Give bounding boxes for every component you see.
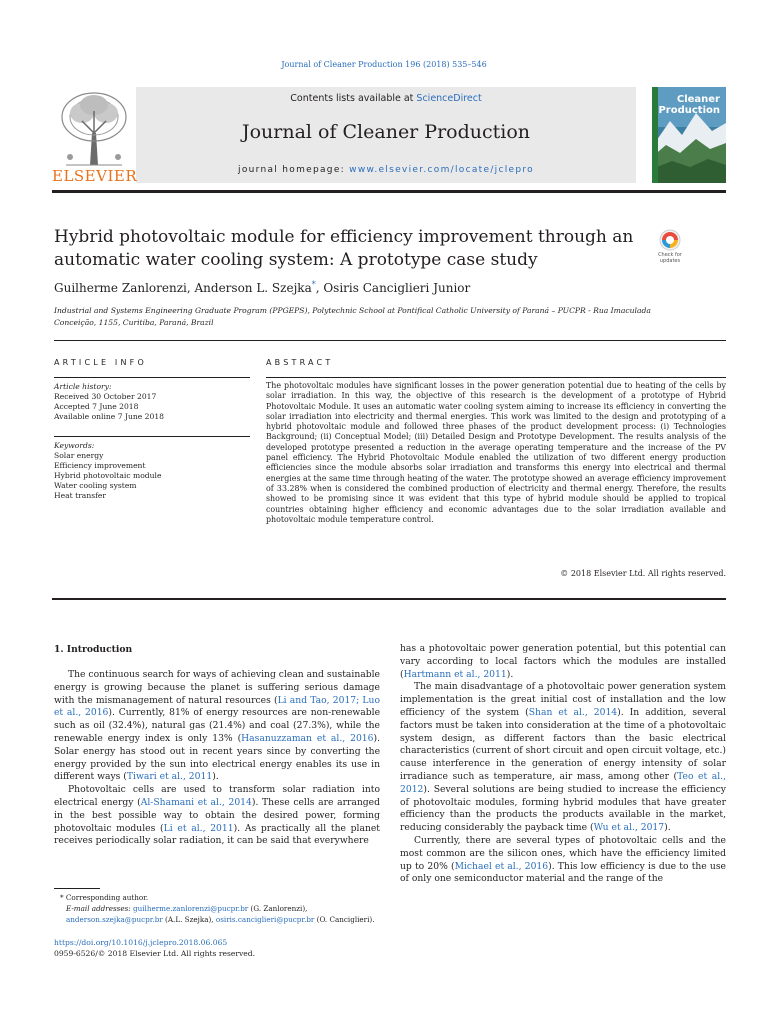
keyword-item: Efficiency improvement bbox=[54, 461, 146, 470]
check-for-updates-icon bbox=[652, 229, 688, 253]
citation-link[interactable]: Tiwari et al., 2011 bbox=[126, 771, 213, 783]
badge-label-line-2: updates bbox=[659, 258, 681, 264]
paragraph bbox=[54, 669, 380, 784]
cover-title-line-2: Production bbox=[658, 105, 720, 116]
paragraph-text: Photovoltaic cells are used to transform solar radiation into electrical energy ( bbox=[54, 784, 380, 808]
publisher-wordmark: ELSEVIER bbox=[52, 167, 138, 185]
article-title bbox=[54, 226, 654, 272]
paragraph-text: ). In addition, several factors must be taken into consideration at the time of a photovoltaic system design, as different factors than the basic electrical characteristics (current of short circuit and open circuit voltage, etc.) cause interference in the generation of energy intensity of solar irradiance such as temperature, air mass, among other ( bbox=[400, 706, 727, 782]
paragraph-text: ). This low efficiency is due to the use of only one semiconductor material and the range of the bbox=[400, 860, 726, 885]
doi-link[interactable]: https://doi.org/10.1016/j.jclepro.2018.06.065 bbox=[54, 938, 228, 947]
paragraph bbox=[54, 784, 380, 848]
badge-label-line-1: Check for bbox=[658, 252, 682, 258]
title-block-rule bbox=[54, 340, 726, 341]
footnote-rule bbox=[54, 888, 100, 889]
affiliation-line-2: Conceição, 1155, Curitiba, Paraná, Brazil bbox=[54, 318, 214, 327]
author-list bbox=[54, 280, 470, 295]
sciencedirect-link[interactable]: ScienceDirect bbox=[416, 93, 482, 104]
keyword-item: Water cooling system bbox=[54, 481, 137, 490]
check-for-updates-badge[interactable] bbox=[652, 229, 688, 269]
journal-cover-image[interactable] bbox=[652, 87, 726, 183]
paragraph-text: Currently, there are several types of photovoltaic cells and the most common are the silicon ones, which have the efficiency limited up to 20% ( bbox=[400, 834, 726, 872]
keyword-item: Solar energy bbox=[54, 451, 104, 460]
paragraph-text: ). These cells are arranged in the best possible way to obtain the desired power, forming photovoltaic modules ( bbox=[54, 796, 380, 834]
elsevier-logo[interactable] bbox=[52, 87, 136, 183]
citation-link[interactable]: Hartmann et al., 2011 bbox=[403, 668, 507, 680]
contents-prefix: Contents lists available at bbox=[290, 93, 417, 104]
article-history bbox=[54, 382, 250, 422]
abstract-heading: ABSTRACT bbox=[266, 358, 334, 367]
paragraph-text: ). As practically all the planet receives periodically solar radiation, it can be said that everywhere bbox=[54, 822, 380, 847]
affiliation-line-1: Industrial and Systems Engineering Graduate Program (PPGEPS), Polytechnic School at Pontifical Catholic University of Paraná – PUCPR - Rua Imaculada bbox=[54, 306, 651, 315]
paragraph-text: ). Several solutions are being studied to increase the efficiency of photovoltaic modules, forming hybrid modules that have greater efficiency than the products the products available in the market, reducing considerably the payback time ( bbox=[400, 783, 726, 834]
email-owner: (G. Zanlorenzi), bbox=[248, 904, 308, 913]
corresponding-author-mark[interactable]: * bbox=[311, 280, 316, 289]
paragraph bbox=[400, 643, 726, 681]
authors-rest: , Osiris Canciglieri Junior bbox=[315, 281, 471, 295]
email-link[interactable]: osiris.canciglieri@pucpr.br bbox=[215, 915, 315, 924]
article-title-line-2: automatic water cooling system: A prototype case study bbox=[54, 250, 538, 270]
body-left-column bbox=[54, 669, 380, 848]
footnote bbox=[54, 892, 380, 925]
history-accepted: Accepted 7 June 2018 bbox=[54, 402, 139, 411]
paragraph-text: ). Solar energy has stood out in recent years since by converting the energy provided by the sun into electrical energy enables its use in different ways ( bbox=[54, 732, 381, 783]
paragraph bbox=[400, 835, 726, 886]
issn-copyright: 0959-6526/© 2018 Elsevier Ltd. All rights reserved. bbox=[54, 949, 256, 958]
abstract-bottom-rule bbox=[52, 598, 726, 600]
paragraph-text: The continuous search for ways of achieving clean and sustainable energy is growing because the planet is suffering serious damage with the mismanagement of natural resources ( bbox=[54, 669, 380, 706]
email-addresses bbox=[54, 903, 380, 925]
keywords-rule bbox=[54, 436, 250, 437]
citation-link[interactable]: Al-Shamani et al., 2014 bbox=[140, 796, 252, 808]
article-history-label: Article history: bbox=[54, 382, 112, 391]
citation-link[interactable]: Hasanuzzaman et al., 2016 bbox=[241, 732, 374, 744]
article-info-rule bbox=[54, 377, 250, 378]
abstract-text: The photovoltaic modules have significant losses in the power generation potential due to heating of the cells by solar irradiation. In this way, the objective of this research is the development of a prototype of Hybrid Photovoltaic Module. It uses an automatic water cooling system aiming to increase its efficiency in converting the solar irradiation into electricity and thermal energies. This work was limited to the design and prototyping of a hybrid photovoltaic module and followed three phases of the product development process: (i) Technologies Background; (ii) Conceptual Model; (iii) Detailed Design and Prototype Development. The results analysis of the developed prototype presented a reduction in the average operating temperature and the increase of the PV panel efficiency. The Hybrid Photovoltaic Module enabled the utilization of two different energy production efficiencies since the module absorbs solar irradiation and transforms this energy into electrical and thermal energies at the same time through heating of the water. The prototype showed an average efficiency improvement of 33.28% when is considered the combined production of electricity and thermal energy. Therefore, the results showed to be promising since it was evident that this type of hybrid module should be applied to tropical countries obtaining higher efficiency and economic advantages due to the solar irradiation available and photovoltaic module temperature control. bbox=[266, 381, 726, 524]
contents-lists-line bbox=[136, 93, 636, 104]
history-online: Available online 7 June 2018 bbox=[54, 412, 164, 421]
citation-link[interactable]: Li and Tao, 2017; Luo et al., 2016 bbox=[54, 694, 380, 719]
citation-link[interactable]: Michael et al., 2016 bbox=[454, 860, 549, 872]
header-rule bbox=[52, 190, 726, 193]
body-right-column bbox=[400, 643, 726, 886]
email-link[interactable]: anderson.szejka@pucpr.br bbox=[66, 915, 163, 924]
abstract-copyright: © 2018 Elsevier Ltd. All rights reserved. bbox=[560, 569, 726, 578]
paragraph bbox=[400, 681, 726, 835]
paragraph-text: The main disadvantage of a photovoltaic power generation system implementation is the great initial cost of installation and the low efficiency of the system ( bbox=[400, 681, 726, 718]
citation-link[interactable]: Shan et al., 2014 bbox=[528, 706, 618, 718]
paragraph-text: ). bbox=[664, 822, 671, 834]
cover-title bbox=[652, 94, 720, 116]
history-received: Received 30 October 2017 bbox=[54, 392, 157, 401]
affiliation bbox=[54, 305, 674, 329]
cover-title-line-1: Cleaner bbox=[676, 94, 720, 105]
keywords-block bbox=[54, 441, 250, 501]
keyword-item: Hybrid photovoltaic module bbox=[54, 471, 162, 480]
citation-link[interactable]: Wu et al., 2017 bbox=[593, 822, 665, 834]
citation-link[interactable]: Li et al., 2011 bbox=[163, 822, 234, 834]
journal-citation-link[interactable]: Journal of Cleaner Production 196 (2018) 535–546 bbox=[281, 60, 487, 69]
paragraph-text: ). bbox=[506, 668, 514, 680]
keyword-item: Heat transfer bbox=[54, 491, 107, 500]
email-owner: (A.L. Szejka), bbox=[162, 915, 216, 924]
paragraph-text: ). bbox=[212, 771, 219, 783]
section-heading-introduction: 1. Introduction bbox=[54, 644, 133, 655]
article-info-heading: ARTICLE INFO bbox=[54, 358, 147, 367]
keywords-label: Keywords: bbox=[54, 441, 95, 450]
abstract-rule bbox=[266, 377, 726, 378]
email-label: E-mail addresses: bbox=[66, 904, 133, 913]
authors-first: Guilherme Zanlorenzi, Anderson L. Szejka bbox=[54, 281, 312, 295]
doi-block bbox=[54, 937, 380, 959]
email-owner: (O. Canciglieri). bbox=[314, 915, 375, 924]
badge-label bbox=[652, 252, 688, 264]
elsevier-tree-icon bbox=[52, 87, 136, 167]
citation-link[interactable]: Teo et al., 2012 bbox=[400, 770, 726, 795]
article-title-line-1: Hybrid photovoltaic module for efficiency improvement through an bbox=[54, 227, 634, 247]
paragraph-text: has a photovoltaic power generation potential, but this potential can vary according to local factors which the modules are installed ( bbox=[400, 643, 726, 680]
corresponding-author-note: * Corresponding author. bbox=[60, 893, 149, 902]
journal-homepage-line bbox=[136, 165, 636, 175]
journal-title: Journal of Cleaner Production bbox=[241, 121, 531, 143]
email-link[interactable]: guilherme.zanlorenzi@pucpr.br bbox=[133, 904, 249, 913]
paragraph-text: ). Currently, 81% of energy resources are non-renewable such as oil (32.4%), natural gas (21.4%) and coal (27.3%), while the renewable energy index is only 13% ( bbox=[54, 707, 381, 744]
homepage-prefix: journal homepage: bbox=[238, 165, 350, 175]
journal-homepage-link[interactable]: www.elsevier.com/locate/jclepro bbox=[349, 165, 534, 175]
